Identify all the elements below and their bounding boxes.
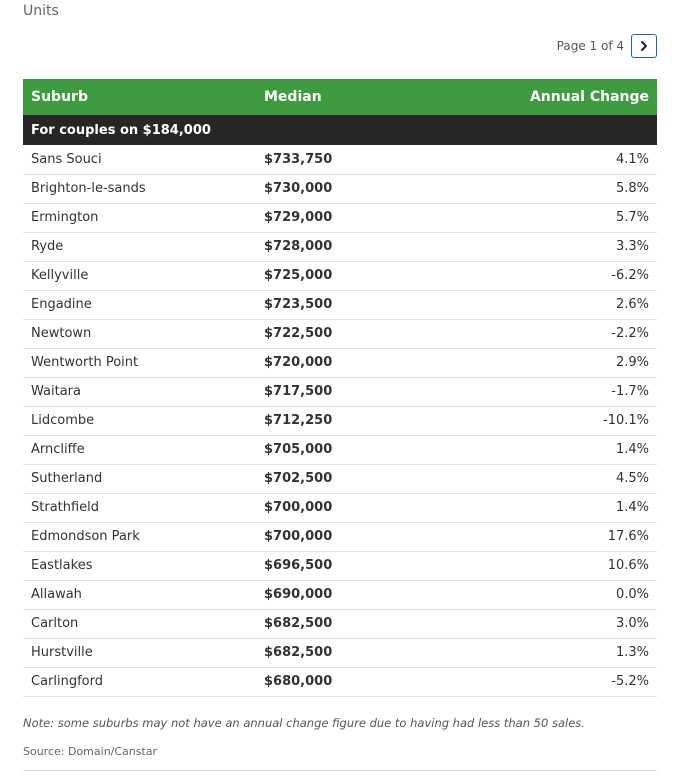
suburb-cell: Carlton: [31, 616, 79, 631]
units-median-table: [23, 79, 657, 697]
annual-change-cell: -6.2%: [611, 268, 649, 283]
median-cell: $722,500: [264, 326, 333, 341]
table-row: [23, 348, 657, 377]
median-cell: $729,000: [264, 210, 333, 225]
annual-change-cell: -2.2%: [611, 326, 649, 341]
median-cell: $682,500: [264, 645, 333, 660]
group-header-row: [23, 115, 657, 145]
suburb-cell: Allawah: [31, 587, 82, 602]
annual-change-cell: 4.5%: [615, 471, 649, 486]
median-cell: $682,500: [264, 616, 333, 631]
suburb-cell: Sans Souci: [31, 151, 102, 167]
suburb-cell: Ryde: [31, 239, 64, 254]
divider: [23, 770, 657, 771]
table-row: [23, 232, 657, 261]
suburb-cell: Kellyville: [31, 268, 89, 283]
suburb-cell: Carlingford: [31, 674, 104, 689]
median-cell: $733,750: [264, 151, 333, 167]
suburb-cell: Edmondson Park: [31, 529, 140, 544]
median-cell: $705,000: [264, 442, 333, 457]
annual-change-cell: 4.1%: [615, 151, 649, 167]
annual-change-cell: 5.7%: [615, 210, 649, 225]
table-row: [23, 551, 657, 580]
table-row: [23, 667, 657, 696]
table-row: [23, 435, 657, 464]
column-header-median[interactable]: Median: [264, 89, 322, 105]
annual-change-cell: 0.0%: [615, 587, 649, 602]
suburb-cell: Strathfield: [31, 500, 100, 515]
annual-change-cell: 1.3%: [615, 645, 649, 660]
median-cell: $696,500: [264, 558, 333, 573]
suburb-cell: Engadine: [31, 297, 92, 312]
table-row: [23, 464, 657, 493]
footnote: Note: some suburbs may not have an annual change figure due to having had less than 50 sales.: [23, 716, 585, 730]
annual-change-cell: -5.2%: [611, 674, 649, 689]
annual-change-cell: 3.0%: [615, 616, 649, 631]
table-row: [23, 319, 657, 348]
median-cell: $712,250: [264, 413, 333, 428]
annual-change-cell: 2.9%: [615, 355, 649, 370]
median-cell: $700,000: [264, 529, 333, 544]
table-row: [23, 580, 657, 609]
table-row: [23, 290, 657, 319]
annual-change-cell: 2.6%: [615, 297, 649, 312]
page-indicator: Page 1 of 4: [556, 39, 624, 53]
annual-change-cell: -10.1%: [603, 413, 649, 428]
median-cell: $725,000: [264, 268, 333, 283]
suburb-cell: Arncliffe: [31, 442, 85, 457]
suburb-cell: Wentworth Point: [31, 355, 139, 370]
suburb-cell: Sutherland: [31, 471, 103, 486]
median-cell: $717,500: [264, 384, 333, 399]
suburb-cell: Hurstville: [31, 645, 93, 660]
table-row: [23, 261, 657, 290]
annual-change-cell: 5.8%: [615, 181, 649, 196]
suburb-cell: Waitara: [31, 384, 81, 399]
table-row: [23, 609, 657, 638]
units-label: Units: [23, 3, 59, 19]
median-cell: $690,000: [264, 587, 333, 602]
column-header-suburb[interactable]: Suburb: [31, 89, 88, 105]
column-header-annual-change[interactable]: Annual Change: [529, 89, 649, 105]
group-label: For couples on $184,000: [31, 122, 211, 138]
pagination: [557, 34, 657, 58]
annual-change-cell: 1.4%: [615, 500, 649, 515]
table-row: [23, 174, 657, 203]
median-cell: $700,000: [264, 500, 333, 515]
chevron-right-icon: [639, 40, 649, 52]
table-row: [23, 522, 657, 551]
table-row: [23, 638, 657, 667]
table-header-row: [23, 79, 657, 115]
median-cell: $728,000: [264, 239, 333, 254]
table-row: [23, 493, 657, 522]
median-cell: $730,000: [264, 181, 333, 196]
annual-change-cell: 17.6%: [607, 529, 649, 544]
table-row: [23, 406, 657, 435]
annual-change-cell: 10.6%: [607, 558, 649, 573]
annual-change-cell: 3.3%: [615, 239, 649, 254]
median-cell: $720,000: [264, 355, 333, 370]
table-row: [23, 145, 657, 174]
median-cell: $680,000: [264, 674, 333, 689]
suburb-cell: Eastlakes: [31, 558, 93, 573]
annual-change-cell: -1.7%: [611, 384, 649, 399]
next-page-button[interactable]: [631, 34, 657, 58]
suburb-cell: Ermington: [31, 210, 99, 225]
table-row: [23, 377, 657, 406]
median-cell: $702,500: [264, 471, 333, 486]
annual-change-cell: 1.4%: [615, 442, 649, 457]
source-credit: Source: Domain/Canstar: [23, 745, 158, 758]
suburb-cell: Newtown: [31, 326, 92, 341]
table-row: [23, 203, 657, 232]
median-cell: $723,500: [264, 297, 333, 312]
suburb-cell: Brighton-le-sands: [31, 181, 146, 196]
suburb-cell: Lidcombe: [31, 413, 95, 428]
